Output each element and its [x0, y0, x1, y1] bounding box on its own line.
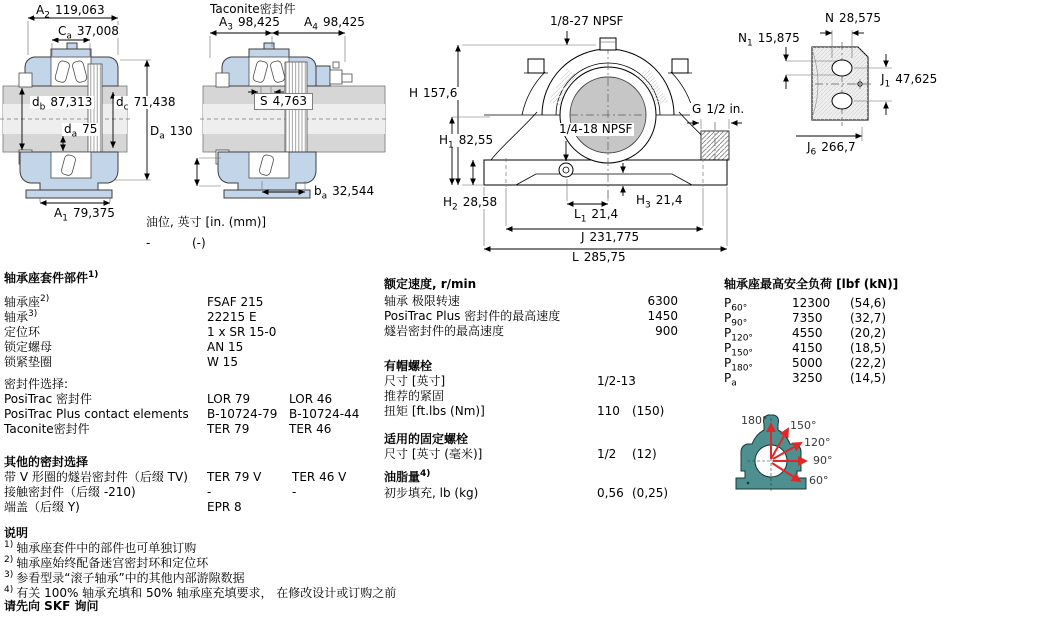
- attach-bolt-v2: (12): [632, 447, 657, 461]
- dim-j1: $J_1$ 47,625: [881, 72, 938, 90]
- seal-row-label: PosiTrac 密封件: [4, 392, 93, 406]
- dim-db: $d_b$ 87,313: [32, 95, 93, 113]
- cap-bolt-rec-label: 推荐的紧固: [384, 389, 445, 403]
- speeds-title: 额定速度, r/min: [384, 277, 477, 291]
- angle-label-90: 90°: [813, 454, 833, 467]
- load-row-v2: (22,2): [850, 356, 887, 370]
- load-row-v1: 7350: [792, 311, 823, 325]
- dim-l: L 285,75: [572, 250, 626, 264]
- dim-npsf-top: 1/8-27 NPSF: [550, 14, 624, 28]
- load-row-label: $P_{90^\circ}$: [724, 311, 748, 329]
- dim-n1: $N_1$ 15,875: [738, 31, 800, 49]
- note-item: $^{1)}$ 轴承座套件中的部件也可单独订购: [4, 540, 197, 555]
- grease-v1: 0,56: [597, 486, 624, 500]
- cap-bolt-size-label: 尺寸 [英寸]: [384, 374, 446, 388]
- grease-title: 油脂量$^{4)}$: [384, 469, 431, 484]
- dim-h1: $H_1$ 82,55: [439, 133, 494, 151]
- parts-row-value: W 15: [207, 355, 238, 369]
- load-row-label: $P_a$: [724, 371, 737, 389]
- end-view-drawing: [786, 30, 892, 141]
- oil-level-in: -: [146, 236, 151, 250]
- dim-h2: $H_2$ 28,58: [443, 195, 498, 213]
- load-row-v2: (14,5): [850, 371, 887, 385]
- parts-row-label: 轴承$^{3)}$: [4, 309, 38, 324]
- parts-row-label: 轴承座$^{2)}$: [4, 294, 50, 309]
- taconite-view-drawing: [197, 33, 388, 202]
- note-item: $^{2)}$ 轴承座始终配备迷宫密封环和定位环: [4, 555, 209, 570]
- dim-s: S 4,763: [254, 93, 313, 110]
- notes-title: 说明: [4, 526, 29, 540]
- dim-h3: $H_3$ 21,4: [636, 193, 683, 211]
- other-seal-row-v1: -: [207, 485, 212, 499]
- load-row-v1: 4150: [792, 341, 823, 355]
- parts-row-value: 22215 E: [207, 310, 257, 324]
- parts-row-label: 锁紧垫圈: [4, 355, 53, 369]
- dim-n: N 28,575: [825, 11, 881, 25]
- seal-row-v1: B-10724-79: [207, 407, 278, 421]
- dim-da: $d_a$ 75: [64, 122, 98, 140]
- dim-npsf-side: 1/4-18 NPSF: [559, 122, 633, 136]
- other-seal-row-v1: TER 79 V: [207, 470, 262, 484]
- grease-v2: (0,25): [632, 486, 669, 500]
- grease-row-label: 初步填充, lb (kg): [384, 486, 479, 500]
- note-item: $^{3)}$ 参看型录“滚子轴承”中的其他内部游隙数据: [4, 570, 245, 585]
- cap-bolts-title: 有帽螺栓: [384, 359, 433, 373]
- attach-bolts-title: 适用的固定螺栓: [384, 432, 469, 446]
- attach-bolt-v1: 1/2: [597, 447, 617, 461]
- load-row-v2: (18,5): [850, 341, 887, 355]
- cap-bolt-torque-v1: 110: [597, 404, 620, 418]
- load-row-label: $P_{180^\circ}$: [724, 356, 753, 374]
- parts-title: 轴承座套件部件$^{1)}$: [4, 270, 99, 285]
- dim-g: G 1/2 in.: [692, 102, 745, 116]
- load-row-v2: (54,6): [850, 296, 887, 310]
- speed-row-label: PosiTrac Plus 密封件的最高速度: [384, 309, 561, 323]
- other-seal-row-v1: EPR 8: [207, 500, 242, 514]
- other-seal-row-label: 端盖（后缀 Y): [4, 500, 80, 514]
- cap-bolt-torque-v2: (150): [632, 404, 665, 418]
- seals-title: 密封件选择:: [4, 377, 69, 391]
- parts-row-value: FSAF 215: [207, 295, 264, 309]
- dim-a2: $A_2$ 119,063: [36, 3, 105, 21]
- dim-ca: $C_a$ 37,008: [58, 24, 119, 42]
- load-row-v2: (20,2): [850, 326, 887, 340]
- seal-row-label: Taconite密封件: [4, 422, 90, 436]
- oil-level-mm: (-): [192, 236, 206, 250]
- other-seals-title: 其他的密封选择: [4, 455, 89, 469]
- parts-row-value: AN 15: [207, 340, 244, 354]
- notes-footer: 请先向 SKF 询问: [4, 599, 99, 613]
- note-item: $^{4)}$ 有关 100% 轴承充填和 50% 轴承座充填要求， 在修改设计或订购之前: [4, 585, 397, 600]
- load-row-v1: 12300: [792, 296, 831, 310]
- load-row-v1: 5000: [792, 356, 823, 370]
- dim-a4: $A_4$ 98,425: [304, 15, 365, 33]
- dim-a3: $A_3$ 98,425: [219, 15, 280, 33]
- other-seal-row-v2: -: [292, 485, 297, 499]
- speed-row-label: 轴承 极限转速: [384, 294, 460, 308]
- load-row-label: $P_{150^\circ}$: [724, 341, 753, 359]
- angle-label-150: 150°: [790, 419, 817, 432]
- oil-level-label: 油位, 英寸 [in. (mm)]: [146, 215, 267, 229]
- load-row-v1: 3250: [792, 371, 823, 385]
- other-seal-row-label: 接触密封件（后缀 -210): [4, 485, 136, 499]
- seal-row-v1: LOR 79: [207, 392, 251, 406]
- load-row-label: $P_{120^\circ}$: [724, 326, 753, 344]
- speed-row-value: 900: [655, 324, 678, 338]
- angle-label-60: 60°: [809, 474, 829, 487]
- seal-row-label: PosiTrac Plus contact elements: [4, 407, 189, 421]
- loads-title: 轴承座最高安全负荷 [lbf (kN)]: [724, 277, 899, 291]
- other-seal-row-v2: TER 46 V: [292, 470, 347, 484]
- load-row-v2: (32,7): [850, 311, 887, 325]
- speed-row-label: 燧岩密封件的最高速度: [384, 324, 505, 338]
- seal-row-v1: TER 79: [207, 422, 250, 436]
- dim-a1: $A_1$ 79,375: [54, 206, 115, 224]
- dim-h: H 157,6: [409, 86, 458, 100]
- load-row-label: $P_{60^\circ}$: [724, 296, 748, 314]
- taconite-title: Taconite密封件: [210, 2, 296, 16]
- attach-bolt-size-label: 尺寸 [英寸 (毫米)]: [384, 447, 483, 461]
- seal-row-v2: B-10724-44: [289, 407, 360, 421]
- dim-j: J 231,775: [581, 230, 640, 244]
- speed-row-value: 1450: [647, 309, 678, 323]
- cap-bolt-torque-label: 扭矩 [ft.lbs (Nm)]: [384, 404, 485, 418]
- parts-row-label: 定位环: [4, 325, 41, 339]
- speed-row-value: 6300: [647, 294, 678, 308]
- dim-l1: $L_1$ 21,4: [574, 207, 619, 225]
- dim-dc: $d_c$ 71,438: [116, 95, 176, 113]
- load-row-v1: 4550: [792, 326, 823, 340]
- angle-label-180: 180°: [741, 414, 768, 427]
- cap-bolt-size-value: 1/2-13: [597, 374, 636, 388]
- seal-row-v2: TER 46: [289, 422, 332, 436]
- parts-row-label: 锁定螺母: [4, 340, 53, 354]
- parts-row-value: 1 x SR 15-0: [207, 325, 277, 339]
- seal-row-v2: LOR 46: [289, 392, 333, 406]
- dim-j6: $J_6$ 266,7: [807, 140, 856, 158]
- angle-label-120: 120°: [804, 436, 831, 449]
- dim-Da: $D_a$ 130: [150, 124, 193, 142]
- dim-ba: $b_a$ 32,544: [314, 184, 375, 202]
- other-seal-row-label: 带 V 形圈的燧岩密封件（后缀 TV): [4, 470, 188, 484]
